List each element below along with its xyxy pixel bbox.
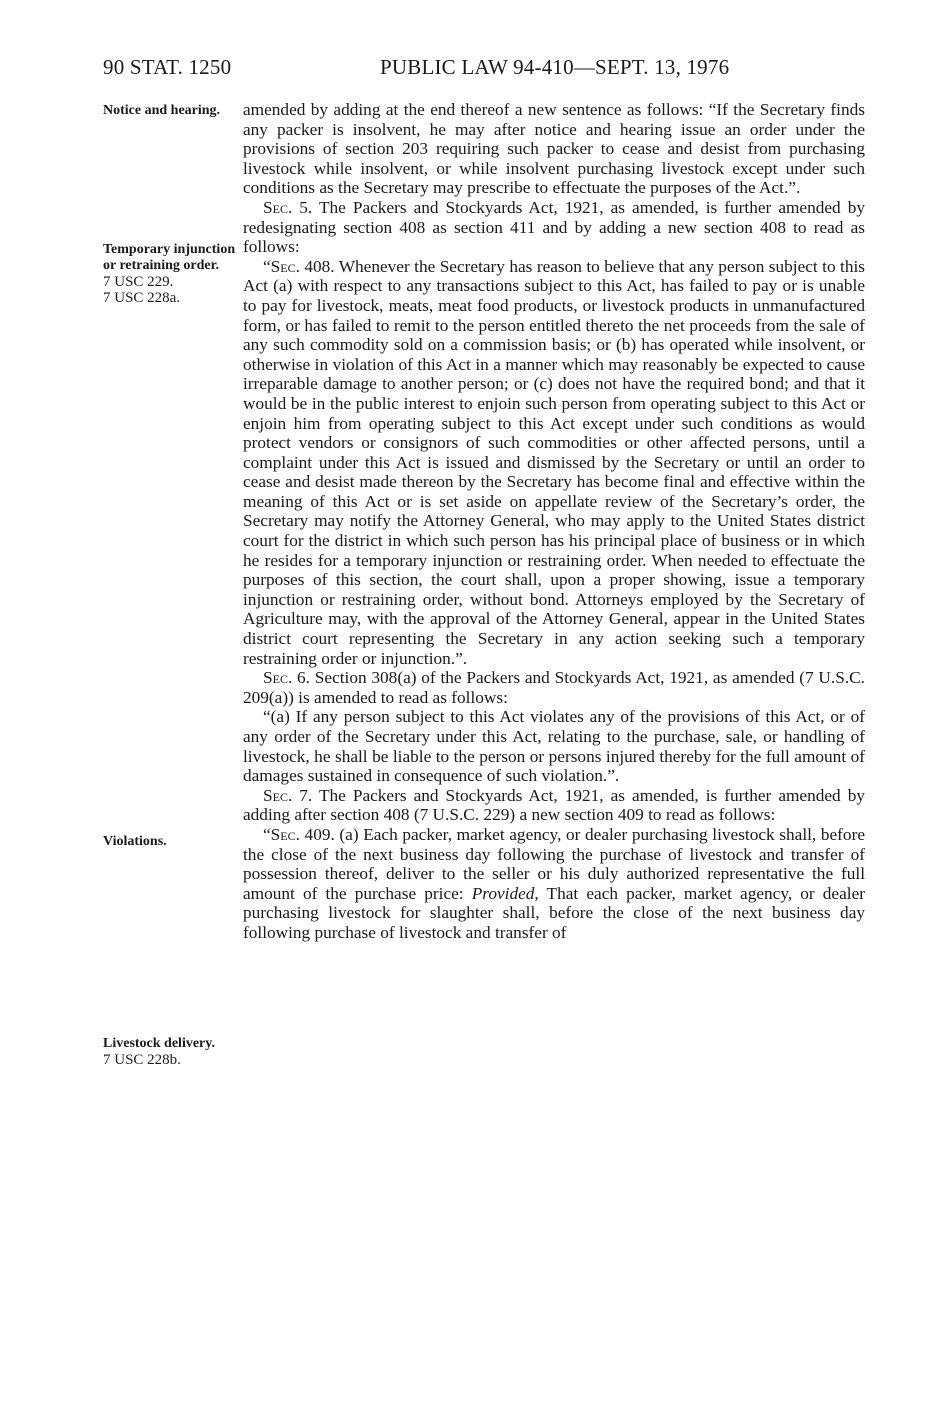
section-408-paragraph (243, 257, 865, 668)
section-7-text: 7. The Packers and Stockyards Act, 1921, as amended, is further amended by adding after section 408 (7 U.S.C. 229) a new section 409 to read as follows: (243, 785, 865, 825)
section-7-paragraph (243, 786, 865, 825)
section-6-quoted-text: “(a) If any person subject to this Act violates any of the provisions of this Act, or of any order of the Secretary under this Act, relating to the purchase, sale, or handling of livestock, he shall be liable to the person or persons injured thereby for the full amount of damages sustained in consequence of such violation.”. (243, 707, 865, 786)
section-label: Sec. (263, 785, 293, 805)
section-label: Sec. (263, 197, 293, 217)
margin-note-citation: 7 USC 228b. (103, 1052, 181, 1068)
margin-note-violations (103, 834, 243, 850)
statute-body (243, 100, 865, 943)
section-409-text-continued: That each packer, market agency, or dealer purchasing livestock for slaughter shall, before the close of the next business day following purchase of livestock and transfer of (243, 883, 866, 942)
margin-note-citation: 7 USC 229. (103, 274, 174, 290)
margin-note-citation: 7 USC 228a. (103, 290, 181, 306)
margin-note-label: Notice and hearing. (103, 103, 221, 118)
open-quote: “ (263, 824, 271, 844)
section-409-paragraph (243, 825, 865, 943)
statute-page-number: 90 STAT. 1250 (103, 55, 232, 79)
section-label: Sec. (270, 824, 300, 844)
section-label: Sec. (263, 668, 293, 688)
provided-proviso: Provided, (471, 883, 539, 903)
margin-note-label: Violations. (103, 834, 167, 849)
paragraph-continuation: amended by adding at the end thereof a new sentence as follows: “If the Secretary finds any packer is insolvent, he may after notice and hearing issue an order under the provisions of section 203 requiring such packer to cease and desist from purchasing livestock while insolvent, or while insolvent purchasing livestock except under such conditions as the Secretary may prescribe to effectuate the purposes of the Act.”. (243, 100, 865, 198)
open-quote: “ (263, 256, 271, 276)
section-409-text: 409. (a) Each packer, market agency, or dealer purchasing livestock shall, before the close of the next business day following the purchase of livestock and transfer of possession thereof, deliver to the seller or his duly authorized representative the full amount of the purchase price: (243, 824, 865, 903)
margin-note-label: Livestock delivery. (103, 1036, 215, 1051)
margin-note-livestock-delivery (103, 1036, 243, 1068)
section-5-text: 5. The Packers and Stockyards Act, 1921, as amended, is further amended by redesignating section 408 as section 411 and by adding a new section 408 to read as follows: (243, 197, 865, 257)
section-408-text: 408. Whenever the Secretary has reason to believe that any person subject to this Act (a) with respect to any transactions subject to this Act, has failed to pay or is unable to pay for livestock, meats, meat food products, or livestock products in unmanufactured form, or has failed to remit to the person entitled thereto the net proceeds from the sale of any such commodity sold on a commission basis; or (b) has operated while insolvent, or otherwise in violation of this Act in a manner which may reasonably be expected to cause irreparable damage to another person; or (c) does not have the required bond; and that it would be in the public interest to enjoin such person from operating subject to this Act or enjoin him from operating subject to this Act except under such conditions as would protect vendors or consignors of such commodities or other affected persons, until a complaint under this Act is issued and dismissed by the Secretary or until an order to cease and desist made thereon by the Secretary has become final and effective within the meaning of this Act or is set aside on appellate review of the Secretary’s order, the Secretary may notify the Attorney General, who may apply to the United States district court for the district in which such person has his principal place of business or in which he resides for a temporary injunction or restraining order. When needed to effectuate the purposes of this section, the court shall, upon a proper showing, issue a temporary injunction or restraining order, without bond. Attorneys employed by the Secretary of Agriculture may, with the approval of the Attorney General, appear in the United States district court representing the Secretary in any action seeking such a temporary restraining order or injunction.”. (243, 256, 865, 668)
margin-note-temporary-injunction (103, 242, 243, 306)
margin-note-notice-hearing (103, 103, 243, 119)
running-header: PUBLIC LAW 94-410—SEPT. 13, 1976 (380, 55, 730, 79)
section-5-paragraph (243, 198, 865, 257)
section-label: Sec. (270, 256, 300, 276)
section-6-paragraph (243, 668, 865, 707)
section-6-text: 6. Section 308(a) of the Packers and Stockyards Act, 1921, as amended (7 U.S.C. 209(a)) is amended to read as follows: (243, 668, 865, 707)
margin-note-label: Temporary injunction or retraining order. (103, 242, 236, 273)
